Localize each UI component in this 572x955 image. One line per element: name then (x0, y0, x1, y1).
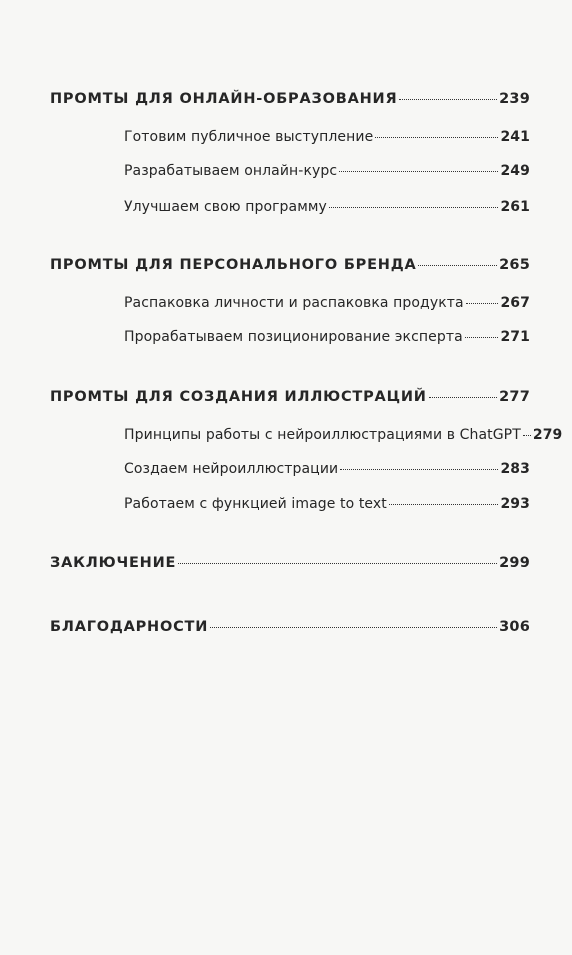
toc-entry-image-to-text (124, 496, 530, 518)
toc-entry-personality-unpacking (124, 295, 530, 317)
toc-entry-online-course (124, 163, 530, 185)
toc-entry-title: ЗАКЛЮЧЕНИЕ (50, 555, 177, 571)
toc-section-acknowledgements (50, 619, 530, 641)
toc-page-number: 283 (500, 461, 530, 477)
toc-page-number: 241 (500, 129, 530, 145)
toc-entry-title: Прорабатываем позиционирование эксперта (124, 329, 463, 345)
toc-entry-title: ПРОМТЫ ДЛЯ ОНЛАЙН-ОБРАЗОВАНИЯ (50, 91, 398, 107)
toc-entry-title: ПРОМТЫ ДЛЯ СОЗДАНИЯ ИЛЛЮСТРАЦИЙ (50, 389, 427, 405)
toc-entry-title: Создаем нейроиллюстрации (124, 461, 339, 477)
toc-entry-create-illustrations (124, 461, 530, 483)
toc-page-number: 279 (532, 427, 563, 443)
toc-entry-title: Готовим публичное выступление (124, 129, 374, 145)
dot-leader (429, 397, 497, 398)
dot-leader (339, 171, 498, 172)
toc-entry-title: Работаем с функцией image to text (124, 496, 387, 512)
toc-section-online-education (50, 91, 530, 113)
toc-entry-title: Принципы работы с нейроиллюстрациями в ChatGPT (124, 427, 521, 443)
toc-entry-improve-program (124, 199, 530, 221)
dot-leader (523, 435, 531, 436)
toc-entry-title: Улучшаем свою программу (124, 199, 327, 215)
toc-page-number: 261 (500, 199, 530, 215)
toc-page-number: 293 (500, 496, 530, 512)
toc-page-number: 267 (500, 295, 530, 311)
toc-entry-title: ПРОМТЫ ДЛЯ ПЕРСОНАЛЬНОГО БРЕНДА (50, 257, 417, 273)
dot-leader (340, 469, 498, 470)
toc-page-number: 299 (499, 555, 530, 571)
toc-page-number: 277 (499, 389, 530, 405)
toc-page-number: 271 (500, 329, 530, 345)
toc-entry-title: Разрабатываем онлайн-курс (124, 163, 338, 179)
dot-leader (329, 207, 499, 208)
toc-page-number: 249 (500, 163, 530, 179)
toc-entry-title: БЛАГОДАРНОСТИ (50, 619, 209, 635)
toc-entry-title: Распаковка личности и распаковка продукта (124, 295, 464, 311)
toc-section-illustrations (50, 389, 530, 411)
toc-entry-public-speech (124, 129, 530, 151)
toc-entry-expert-positioning (124, 329, 530, 351)
dot-leader (375, 137, 498, 138)
toc-section-conclusion (50, 555, 530, 577)
dot-leader (210, 627, 497, 628)
dot-leader (399, 99, 497, 100)
dot-leader (178, 563, 497, 564)
dot-leader (466, 303, 499, 304)
toc-entry-neuro-illustration-principles (124, 427, 563, 449)
dot-leader (389, 504, 499, 505)
dot-leader (465, 337, 499, 338)
toc-section-personal-brand (50, 257, 530, 279)
toc-page-number: 306 (499, 619, 530, 635)
dot-leader (418, 265, 497, 266)
toc-page-number: 265 (499, 257, 530, 273)
toc-page-number: 239 (499, 91, 530, 107)
